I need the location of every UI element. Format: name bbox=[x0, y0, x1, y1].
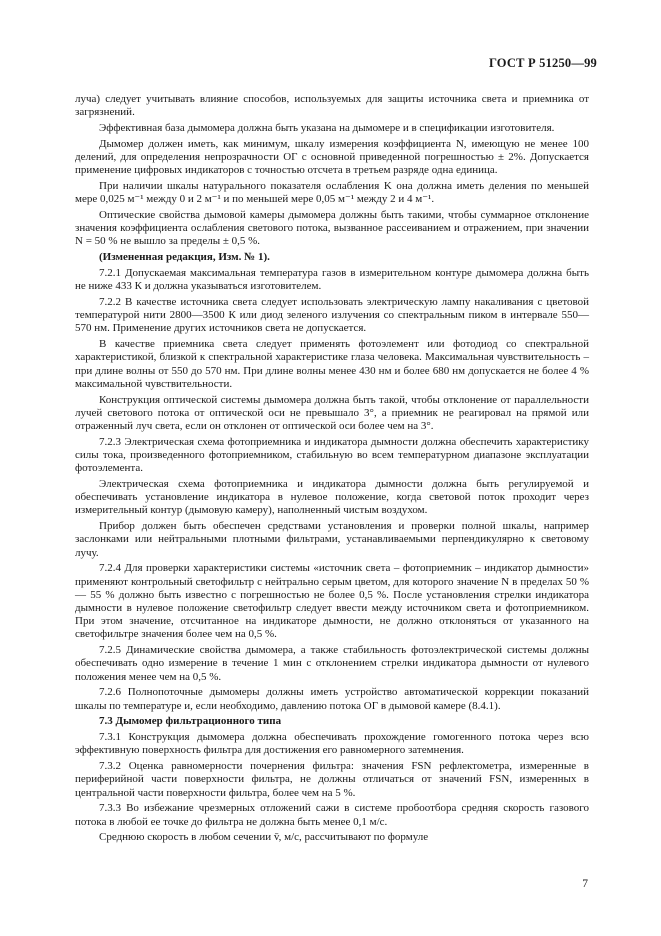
paragraph: 7.2.6 Полнопоточные дымомеры должны иметь устройство автоматической коррекции показаний шкалы по температуре и, если необходимо, давлению потока ОГ в дымовой камере (8.4.1). bbox=[75, 686, 589, 712]
paragraph: Среднюю скорость в любом сечении v̄, м/с, рассчитывают по формуле bbox=[99, 831, 429, 844]
paragraph: (Измененная редакция, Изм. № 1). bbox=[99, 251, 270, 264]
paragraph: 7.2.4 Для проверки характеристики системы «источник света – фотоприемник – индикатор дымности» применяют контрольный светофильтр с нейтрально серым цветом, для которого значение N в пределах 50 % — 55 % должно быть известно с погрешностью не более 0,5 %. После установления стрелки индикатора дымности в нулевое положение светофильтр следует ввести между источником света и фотоприемником. При этом значение, отсчитанное на индикаторе дымности, не должно отклоняться от указанного на светофильтре значения более чем на 0,5 %. bbox=[75, 562, 589, 641]
paragraph: 7.3.2 Оценка равномерности почернения фильтра: значения FSN рефлектометра, измеренные в периферийной части поверхности фильтра, не должны отличаться от значений FSN, измеренных в центральной части поверхности фильтра, более чем на 5 %. bbox=[75, 760, 589, 799]
document-header: ГОСТ Р 51250—99 bbox=[488, 56, 597, 70]
paragraph: Электрическая схема фотоприемника и индикатора дымности должна быть регулируемой и обеспечивать установление индикатора в нулевое положение, когда световой поток проходит через измерительный контур (дымовую камеру), наполненный чистым воздухом. bbox=[75, 478, 589, 517]
section-heading: 7.3 Дымомер фильтрационного типа bbox=[99, 715, 282, 728]
paragraph: 7.2.5 Динамические свойства дымомера, а также стабильность фотоэлектрической системы должны обеспечивать одно измерение в течение 1 мин с отклонением стрелки индикатора дымности от нулевого положения менее чем на 0,5 %. bbox=[75, 644, 589, 683]
page-number: 7 bbox=[582, 878, 588, 890]
paragraph: Эффективная база дымомера должна быть указана на дымомере и в спецификации изготовителя. bbox=[99, 122, 555, 134]
paragraph: Прибор должен быть обеспечен средствами установления и проверки полной шкалы, например заслонками или нейтральными плотными фильтрами, устанавливаемыми перпендикулярно к световому лучу. bbox=[75, 520, 589, 559]
document-body bbox=[75, 93, 589, 847]
paragraph: 7.2.1 Допускаемая максимальная температура газов в измерительном контуре дымомера должна быть не ниже 433 К и должна указываться изготовителем. bbox=[75, 267, 589, 293]
paragraph: 7.3.1 Конструкция дымомера должна обеспечивать прохождение гомогенного потока через всю эффективную поверхность фильтра для достижения его равномерного затемнения. bbox=[75, 731, 589, 757]
paragraph: 7.2.3 Электрическая схема фотоприемника и индикатора дымности должна обеспечить характеристику силы тока, произведенного фотоприемником, стабильную во всем температурном диапазоне эксплуатации фотоэлемента. bbox=[75, 435, 589, 475]
paragraph: 7.3.3 Во избежание чрезмерных отложений сажи в системе пробоотбора средняя скорость газового потока в любой ее точке до фильтра не должна быть менее 0,1 м/с. bbox=[75, 802, 589, 828]
paragraph: 7.2.2 В качестве источника света следует использовать электрическую лампу накаливания с цветовой температурой нити 2800—3500 К или диод зеленого излучения со спектральным пиком в интервале 550—570 нм. Применение других источников света не допускается. bbox=[75, 296, 589, 335]
paragraph: В качестве приемника света следует применять фотоэлемент или фотодиод со спектральной характеристикой, близкой к спектральной характеристике глаза человека. Максимальная чувствительность – при длине волны от 550 до 570 нм. При длине волны менее 430 нм и более 680 нм допускается не более 4 % максимальной чувствительности. bbox=[75, 338, 589, 390]
paragraph: При наличии шкалы натурального показателя ослабления K она должна иметь деления по меньшей мере 0,025 м⁻¹ между 0 и 2 м⁻¹ и по меньшей мере 0,05 м⁻¹ между 2 и 4 м⁻¹. bbox=[75, 180, 589, 206]
paragraph: луча) следует учитывать влияние способов, используемых для защиты источника света и приемника от загрязнений. bbox=[75, 93, 589, 119]
paragraph: Оптические свойства дымовой камеры дымомера должны быть такими, чтобы суммарное отклонение значения коэффициента ослабления светового потока, вызванное рассеиванием и отражением, при значении N = 50 % не вышло за пределы ± 0,5 %. bbox=[75, 209, 589, 248]
paragraph: Дымомер должен иметь, как минимум, шкалу измерения коэффициента N, имеющую не менее 100 делений, для определения непрозрачности ОГ с основной приведенной погрешностью ± 2%. Допускается применение цифровых индикаторов с точностью отсчета в третьем разряде одна единица. bbox=[75, 137, 589, 177]
paragraph: Конструкция оптической системы дымомера должна быть такой, чтобы отклонение от параллельности лучей светового потока от оптической оси не превышало 3°, а приемник не реагировал на прямой или отраженный луч света, если он отклонен от оптической оси более чем на 3°. bbox=[75, 393, 589, 433]
